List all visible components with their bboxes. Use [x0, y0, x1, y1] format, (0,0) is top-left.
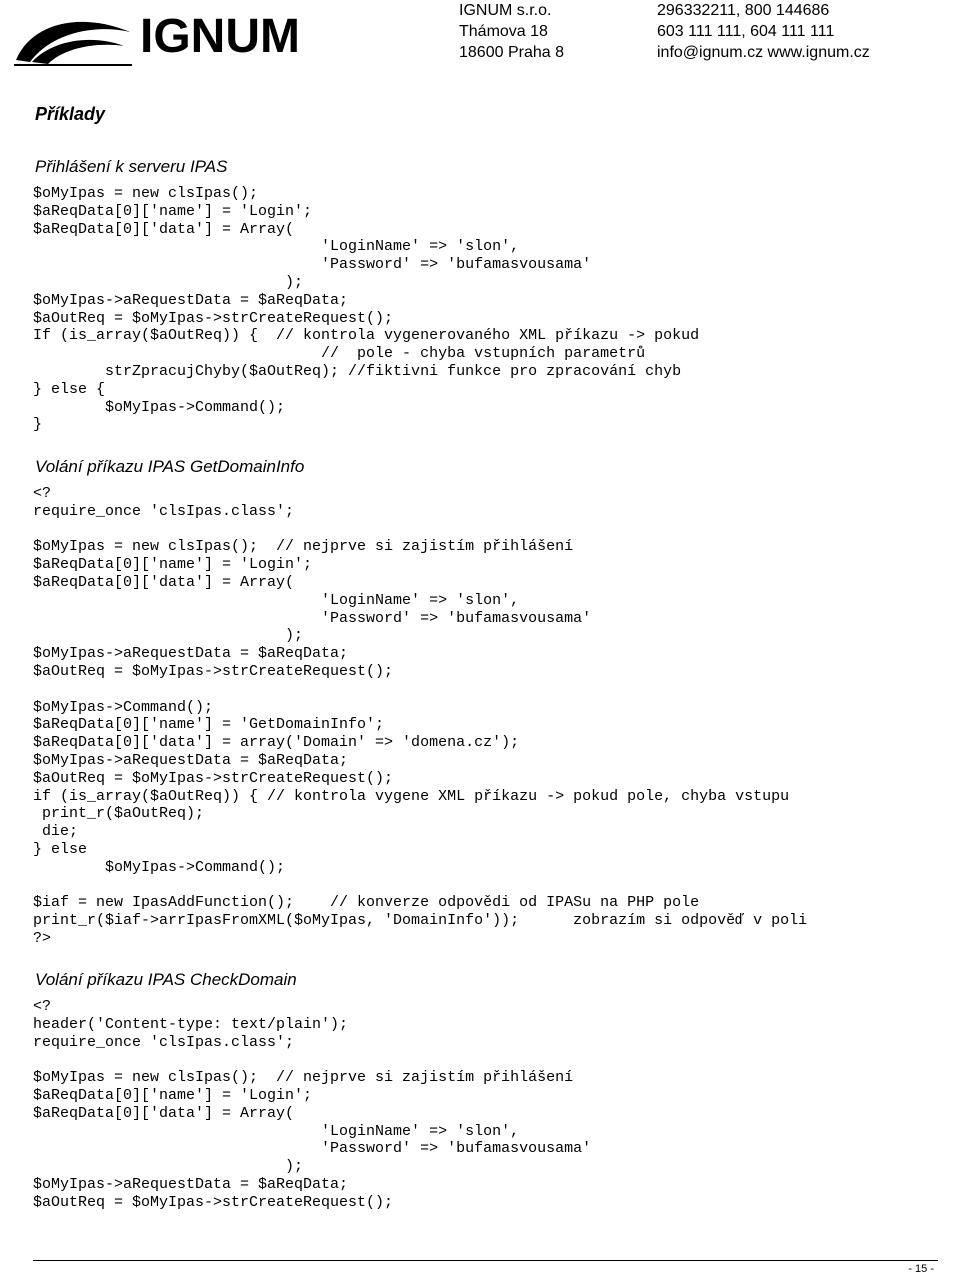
code-line: } [33, 416, 43, 434]
code-line: } else { [33, 380, 106, 398]
page-header [0, 0, 960, 70]
code-line [33, 1051, 591, 1069]
code-line: <? [33, 485, 52, 502]
logo-wordmark: IGNUM [140, 10, 300, 63]
company-city: 18600 Praha 8 [459, 44, 564, 61]
code-line: 'LoginName' => 'slon', [33, 591, 520, 609]
code-line: strZpracujChyby($aOutReq); //fiktivni funkce pro zpracování chyb [33, 362, 682, 380]
section-heading-getdomaininfo: Volání příkazu IPAS GetDomainInfo [35, 457, 305, 476]
section-heading-login: Přihlášení k serveru IPAS [35, 157, 228, 176]
contact-mobiles: 603 111 111, 604 111 111 [657, 23, 835, 40]
code-block-getdomaininfo [33, 485, 807, 948]
code-line: $oMyIpas->Command(); [33, 698, 214, 716]
code-line: $aReqData[0]['data'] = Array( [33, 573, 295, 591]
contact-phones: 296332211, 800 144686 [657, 2, 830, 19]
code-line: $oMyIpas->Command(); [33, 858, 286, 876]
code-line: ); [33, 627, 304, 645]
code-line: $oMyIpas->aRequestData = $aReqData; [33, 1175, 349, 1193]
code-line: print_r($iaf->arrIpasFromXML($oMyIpas, 'DomainInfo')); zobrazím si odpověď v poli [33, 912, 808, 930]
code-line: $aOutReq = $oMyIpas->strCreateRequest(); [33, 769, 394, 787]
contact-email-web: info@ignum.cz www.ignum.cz [657, 44, 870, 61]
code-line: $aOutReq = $oMyIpas->strCreateRequest(); [33, 309, 394, 327]
company-name: IGNUM s.r.o. [459, 2, 552, 19]
code-line: $oMyIpas->aRequestData = $aReqData; [33, 751, 349, 769]
code-line: if (is_array($aOutReq)) { // kontrola vygene XML příkazu -> pokud pole, chyba vstupu [33, 787, 790, 805]
page-title: Příklady [35, 104, 106, 124]
code-line: $oMyIpas = new clsIpas(); [33, 185, 259, 202]
code-line: $oMyIpas = new clsIpas(); // nejprve si zajistím přihlášení [33, 1069, 574, 1087]
code-line: $aOutReq = $oMyIpas->strCreateRequest(); [33, 1193, 394, 1211]
code-line [33, 877, 807, 895]
code-line: require_once 'clsIpas.class'; [33, 502, 295, 520]
code-line: header('Content-type: text/plain'); [33, 1015, 349, 1033]
code-block-checkdomain [33, 998, 591, 1212]
page-number: - 15 - [908, 1263, 934, 1275]
code-line: <? [33, 998, 52, 1015]
code-block-login [33, 185, 699, 434]
code-line: $aOutReq = $oMyIpas->strCreateRequest(); [33, 662, 394, 680]
code-line: $oMyIpas->aRequestData = $aReqData; [33, 645, 349, 663]
code-line: 'Password' => 'bufamasvousama' [33, 609, 592, 627]
company-street: Thámova 18 [459, 23, 548, 40]
code-line: $oMyIpas->Command(); [33, 398, 286, 416]
code-line: $aReqData[0]['name'] = 'GetDomainInfo'; [33, 716, 385, 734]
section-heading-checkdomain: Volání příkazu IPAS CheckDomain [35, 970, 297, 989]
code-line: print_r($aOutReq); [33, 805, 205, 823]
code-line: $aReqData[0]['name'] = 'Login'; [33, 1086, 313, 1104]
code-line: $aReqData[0]['data'] = array('Domain' => 'domena.cz'); [33, 734, 520, 752]
code-line: $oMyIpas->aRequestData = $aReqData; [33, 291, 349, 309]
code-line: $oMyIpas = new clsIpas(); // nejprve si zajistím přihlášení [33, 538, 574, 556]
code-line: $aReqData[0]['data'] = Array( [33, 1104, 295, 1122]
company-contact [657, 0, 870, 63]
code-line: $aReqData[0]['name'] = 'Login'; [33, 556, 313, 574]
code-line: ); [33, 273, 304, 291]
code-line [33, 521, 807, 539]
code-line: $aReqData[0]['data'] = Array( [33, 220, 295, 238]
code-line: } else [33, 840, 88, 858]
code-line: 'LoginName' => 'slon', [33, 238, 520, 256]
code-line: die; [33, 823, 79, 841]
code-line: If (is_array($aOutReq)) { // kontrola vygenerovaného XML příkazu -> pokud [33, 327, 700, 345]
code-line [33, 681, 807, 699]
code-line: ); [33, 1158, 304, 1176]
code-line: require_once 'clsIpas.class'; [33, 1033, 295, 1051]
ignum-logo-graphic [12, 2, 322, 66]
code-line: // pole - chyba vstupních parametrů [33, 345, 646, 363]
code-line: $aReqData[0]['name'] = 'Login'; [33, 202, 313, 220]
company-address [459, 0, 564, 63]
code-line: ?> [33, 929, 52, 947]
code-line: 'Password' => 'bufamasvousama' [33, 256, 592, 274]
ignum-logo [12, 2, 322, 66]
code-line: 'Password' => 'bufamasvousama' [33, 1140, 592, 1158]
code-line: 'LoginName' => 'slon', [33, 1122, 520, 1140]
footer-rule [33, 1260, 938, 1261]
code-line: $iaf = new IpasAddFunction(); // konverze odpovědi od IPASu na PHP pole [33, 894, 700, 912]
